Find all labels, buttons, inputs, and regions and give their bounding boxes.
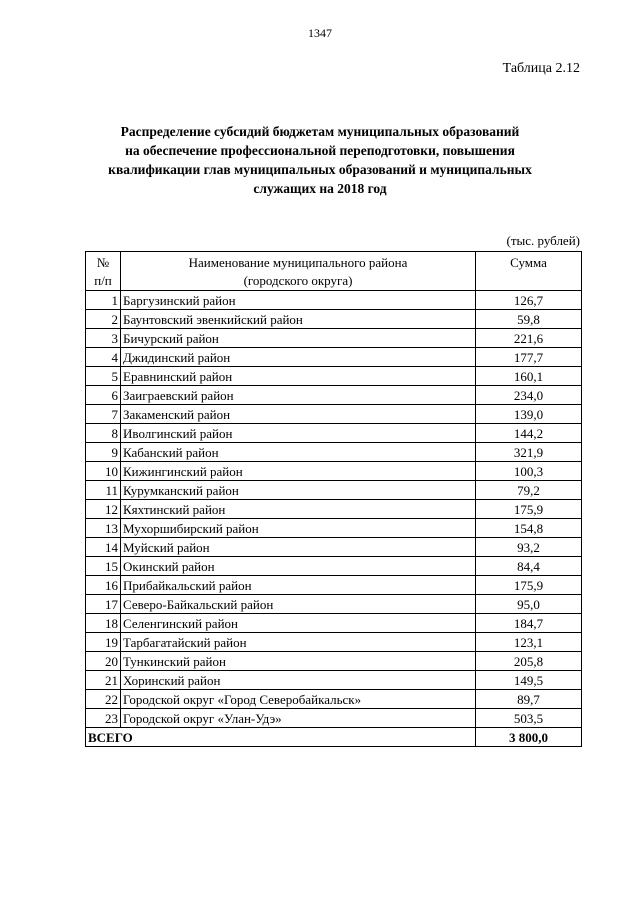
row-number: 1 bbox=[86, 291, 121, 310]
title-line: Распределение субсидий бюджетам муниципальных образований bbox=[120, 124, 520, 139]
row-number: 21 bbox=[86, 671, 121, 690]
row-sum: 126,7 bbox=[476, 291, 582, 310]
row-number: 17 bbox=[86, 595, 121, 614]
row-sum: 59,8 bbox=[476, 310, 582, 329]
table-row bbox=[86, 329, 582, 348]
row-name: Мухоршибирский район bbox=[121, 519, 476, 538]
total-label: ВСЕГО bbox=[86, 728, 476, 747]
row-number: 14 bbox=[86, 538, 121, 557]
units-label: (тыс. рублей) bbox=[506, 233, 580, 248]
header-sum-label: Сумма bbox=[510, 255, 547, 270]
row-number: 22 bbox=[86, 690, 121, 709]
table-row bbox=[86, 595, 582, 614]
row-name: Северо-Байкальский район bbox=[121, 595, 476, 614]
row-sum: 139,0 bbox=[476, 405, 582, 424]
row-name: Бичурский район bbox=[121, 329, 476, 348]
row-number: 20 bbox=[86, 652, 121, 671]
row-sum: 175,9 bbox=[476, 576, 582, 595]
row-name: Городской округ «Город Северобайкальск» bbox=[121, 690, 476, 709]
table-row bbox=[86, 500, 582, 519]
row-number: 8 bbox=[86, 424, 121, 443]
row-sum: 149,5 bbox=[476, 671, 582, 690]
table-row bbox=[86, 386, 582, 405]
table-label: Таблица 2.12 bbox=[502, 61, 580, 76]
row-sum: 123,1 bbox=[476, 633, 582, 652]
row-sum: 205,8 bbox=[476, 652, 582, 671]
row-name: Баргузинский район bbox=[121, 291, 476, 310]
table-row bbox=[86, 291, 582, 310]
row-number: 7 bbox=[86, 405, 121, 424]
row-sum: 177,7 bbox=[476, 348, 582, 367]
row-sum: 95,0 bbox=[476, 595, 582, 614]
header-sum bbox=[476, 252, 582, 291]
row-sum: 93,2 bbox=[476, 538, 582, 557]
subsidy-table bbox=[85, 251, 582, 747]
row-name: Курумканский район bbox=[121, 481, 476, 500]
table-row bbox=[86, 519, 582, 538]
total-row bbox=[86, 728, 582, 747]
table-row bbox=[86, 310, 582, 329]
row-number: 15 bbox=[86, 557, 121, 576]
row-sum: 503,5 bbox=[476, 709, 582, 728]
row-number: 3 bbox=[86, 329, 121, 348]
table-header-row bbox=[86, 252, 582, 291]
row-name: Закаменский район bbox=[121, 405, 476, 424]
row-name: Джидинский район bbox=[121, 348, 476, 367]
table-row bbox=[86, 652, 582, 671]
header-name bbox=[121, 252, 476, 291]
title-line: на обеспечение профессиональной переподготовки, повышения bbox=[125, 143, 515, 158]
title-line: служащих на 2018 год bbox=[253, 181, 387, 196]
total-sum: 3 800,0 bbox=[476, 728, 582, 747]
table-row bbox=[86, 424, 582, 443]
row-name: Кяхтинский район bbox=[121, 500, 476, 519]
row-name: Городской округ «Улан-Удэ» bbox=[121, 709, 476, 728]
header-name-line1: Наименование муниципального района bbox=[188, 255, 408, 270]
row-sum: 321,9 bbox=[476, 443, 582, 462]
row-name: Кабанский район bbox=[121, 443, 476, 462]
row-sum: 79,2 bbox=[476, 481, 582, 500]
table-row bbox=[86, 576, 582, 595]
table-row bbox=[86, 405, 582, 424]
row-sum: 144,2 bbox=[476, 424, 582, 443]
row-name: Заиграевский район bbox=[121, 386, 476, 405]
title-line: квалификации глав муниципальных образований и муниципальных bbox=[108, 162, 532, 177]
row-number: 23 bbox=[86, 709, 121, 728]
row-name: Тункинский район bbox=[121, 652, 476, 671]
row-sum: 184,7 bbox=[476, 614, 582, 633]
row-name: Еравнинский район bbox=[121, 367, 476, 386]
table-row bbox=[86, 633, 582, 652]
row-name: Муйский район bbox=[121, 538, 476, 557]
header-number bbox=[86, 252, 121, 291]
row-name: Хоринский район bbox=[121, 671, 476, 690]
row-name: Селенгинский район bbox=[121, 614, 476, 633]
table-row bbox=[86, 614, 582, 633]
header-number-line2: п/п bbox=[94, 273, 112, 288]
row-name: Иволгинский район bbox=[121, 424, 476, 443]
table-row bbox=[86, 367, 582, 386]
table-row bbox=[86, 690, 582, 709]
row-number: 2 bbox=[86, 310, 121, 329]
row-number: 13 bbox=[86, 519, 121, 538]
row-sum: 89,7 bbox=[476, 690, 582, 709]
row-sum: 221,6 bbox=[476, 329, 582, 348]
table-row bbox=[86, 462, 582, 481]
table-body bbox=[86, 291, 582, 728]
table-row bbox=[86, 481, 582, 500]
row-number: 16 bbox=[86, 576, 121, 595]
table-row bbox=[86, 538, 582, 557]
table-row bbox=[86, 671, 582, 690]
row-name: Баунтовский эвенкийский район bbox=[121, 310, 476, 329]
row-number: 6 bbox=[86, 386, 121, 405]
row-sum: 234,0 bbox=[476, 386, 582, 405]
table-row bbox=[86, 709, 582, 728]
row-number: 11 bbox=[86, 481, 121, 500]
row-name: Кижингинский район bbox=[121, 462, 476, 481]
row-name: Окинский район bbox=[121, 557, 476, 576]
table-row bbox=[86, 443, 582, 462]
row-sum: 84,4 bbox=[476, 557, 582, 576]
row-sum: 154,8 bbox=[476, 519, 582, 538]
row-number: 9 bbox=[86, 443, 121, 462]
row-name: Тарбагатайский район bbox=[121, 633, 476, 652]
header-number-line1: № bbox=[96, 255, 110, 270]
row-number: 5 bbox=[86, 367, 121, 386]
row-name: Прибайкальский район bbox=[121, 576, 476, 595]
table-row bbox=[86, 348, 582, 367]
page-number: 1347 bbox=[308, 26, 332, 40]
row-sum: 160,1 bbox=[476, 367, 582, 386]
row-number: 18 bbox=[86, 614, 121, 633]
row-number: 10 bbox=[86, 462, 121, 481]
table-row bbox=[86, 557, 582, 576]
row-number: 12 bbox=[86, 500, 121, 519]
row-number: 4 bbox=[86, 348, 121, 367]
header-name-line2: (городского округа) bbox=[243, 273, 353, 288]
row-sum: 175,9 bbox=[476, 500, 582, 519]
document-title bbox=[80, 122, 560, 198]
row-number: 19 bbox=[86, 633, 121, 652]
row-sum: 100,3 bbox=[476, 462, 582, 481]
